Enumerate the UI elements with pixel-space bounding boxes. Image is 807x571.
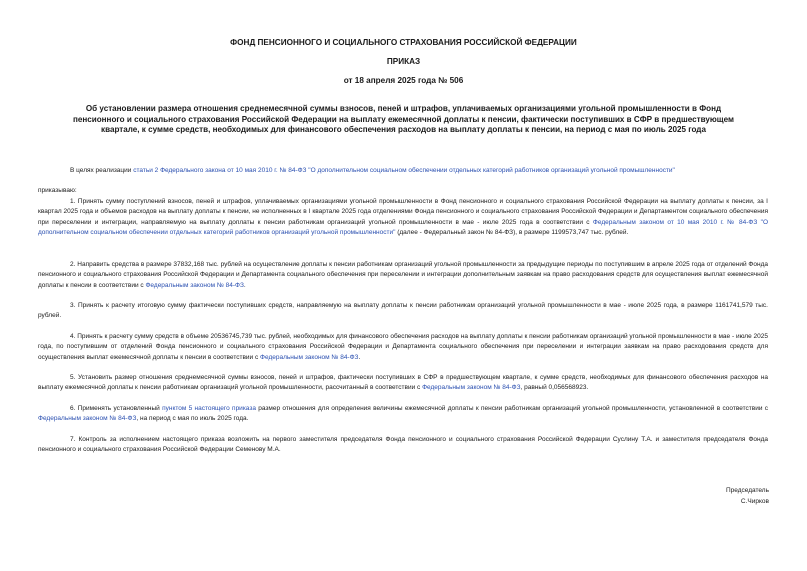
document-title: Об установлении размера отношения среднемесячной суммы взносов, пеней и штрафов, уплачиваемых организациями угольной промышленности в Фонд пенсионного и социального страхования Российской Федерации на выплату ежемесячной доплаты к пенсии, фактически поступивших в СФР в предшествующем квартале, к сумме средств, необходимых для финансового обеспечения расходов на выплату доплаты к пенсии, на период с мая по июль 2025 года [72,104,735,135]
paragraph-2-text: 2. Направить средства в размере 37832,168 тыс. рублей на осуществление доплаты к пенсии работникам организаций угольной промышленности за предыдущие периоды по поступившим в апреле 2025 года от отделений Фонда пенсионного и социального страхования Российской Федерации и Департамента социального обеспечения при переселении и интеграции дополнительным заявкам на право расходования средств для осуществления выплат ежемесячной доплаты к пенсии в соответствии с [38,261,768,289]
signature-name: С.Чирков [740,498,769,505]
paragraph-6-text: 6. Применять установленный [70,405,163,412]
document-date: от 18 апреля 2025 года № 506 [343,76,464,85]
clause-5-link[interactable]: пунктом 5 настоящего приказа [162,405,256,412]
paragraph-1-text-end: (далее - Федеральный закон № 84-ФЗ), в размере 1199573,747 тыс. рублей. [395,229,629,237]
paragraph-4-text: 4. Принять к расчету сумму средств в объеме 20536745,739 тыс. рублей, необходимых для финансового обеспечения расходов на выплату доплаты к пенсии работникам организаций угольной промышленности в мае - июле 2025 года, по поступившим от отделений Фонда пенсионного и социального страхования Российской Федерации и Департамента социального обеспечения при переселении и интеграции заявкам на право расходования средств для осуществления выплат ежемесячной доплаты к пенсии в соответствии с [38,333,768,361]
organization-heading: ФОНД ПЕНСИОННОГО И СОЦИАЛЬНОГО СТРАХОВАНИЯ РОССИЙСКОЙ ФЕДЕРАЦИИ [230,38,577,47]
paragraph-5-text: 5. Установить размер отношения среднемесячной суммы взносов, пеней и штрафов, фактически поступивших в СФР в предшествующем квартале, к сумме средств, необходимых для финансового обеспечения расходов на выплату ежемесячной доплаты к пенсии работникам организаций угольной промышленности, рассчитанный в соответствии с [38,374,768,392]
paragraph-2 [38,260,768,291]
paragraph-4 [38,332,768,363]
paragraph-7: 7. Контроль за исполнением настоящего приказа возложить на первого заместителя председателя Фонда пенсионного и социального страхования Российской Федерации Суслину Т.А. и заместителя председателя Фонда пенсионного и социального страхования Российской Федерации Семенову М.А. [38,436,768,454]
federal-law-84-link[interactable]: Федеральным законом № 84-ФЗ [145,281,244,289]
paragraph-6-text-end: , на период с мая по июль 2025 года. [136,415,249,423]
federal-law-84-link[interactable]: Федеральным законом № 84-ФЗ [422,384,521,392]
paragraph-1-text: 1. Принять сумму поступлений взносов, пеней и штрафов, уплачиваемых организациями угольной промышленности в Фонд пенсионного и социального страхования Российской Федерации на выплату доплаты к пенсии, за I квартал 2025 года и объемов расходов на выплату доплаты к пенсии, не исполненных в I квартале 2025 года отделениями Фонда пенсионного и социального страхования Российской Федерации и Департаментом социального обеспечения при переселении и интеграции, направляемую на выплату доплаты к пенсии работникам организаций угольной промышленности в мае - июле 2025 года в соответствии с [38,198,768,226]
paragraph-4-text-end: . [358,353,361,361]
paragraph-5-text-end: , равный 0,056568923. [520,384,589,392]
paragraph-3: 3. Принять к расчету итоговую сумму фактически поступивших средств, направляемую на выплату доплаты к пенсии работникам организаций угольной промышленности в мае - июле 2025 года, в размере 1161741,579 тыс. рублей. [38,302,768,320]
document-type: ПРИКАЗ [386,57,421,66]
paragraph-2-text-end: . [243,281,246,289]
paragraph-1 [38,197,768,239]
federal-law-84-link[interactable]: Федеральным законом № 84-ФЗ [260,353,359,361]
paragraph-6 [38,404,768,425]
law-article-link[interactable]: статьи 2 Федерального закона от 10 мая 2010 г. № 84-ФЗ "О дополнительном социальном обеспечении отдельных категорий работников организаций угольной промышленности" [133,167,675,174]
paragraph-6-text-mid: размер отношения для определения величины ежемесячной доплаты к пенсии работникам организаций угольной промышленности, установленной в соответствии с [255,405,768,412]
preamble [38,166,768,176]
federal-law-link[interactable]: Федеральным законом от 10 мая 2010 г. № 84-ФЗ "О дополнительном социальном обеспечении отдельных категорий работников организаций угольной промышленности" [38,218,768,237]
paragraph-5 [38,373,768,394]
order-word: приказываю: [38,187,77,194]
federal-law-84-link[interactable]: Федеральным законом № 84-ФЗ [38,415,137,423]
signature-position: Председатель [725,487,769,494]
preamble-text: В целях реализации [70,167,134,174]
